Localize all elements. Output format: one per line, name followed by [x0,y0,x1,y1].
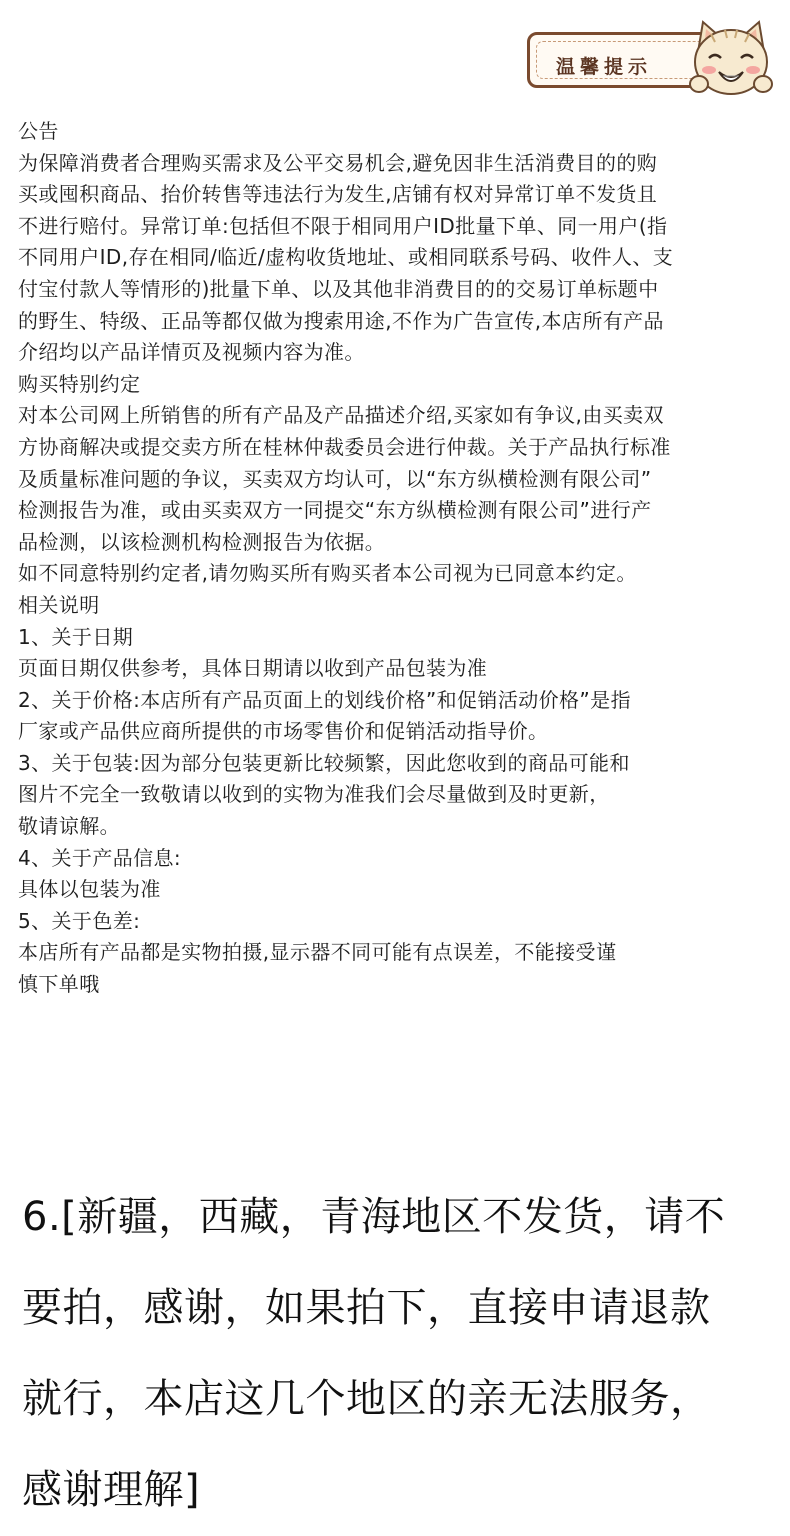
text-line: 厂家或产品供应商所提供的市场零售价和促销活动指导价。 [18,719,549,744]
text-line: 相关说明 [18,592,100,617]
text-line: 付宝付款人等情形的)批量下单、以及其他非消费目的的交易订单标题中 [18,276,659,301]
text-line: 敬请谅解。 [18,814,120,839]
badge-label: 温馨提示 [556,56,653,78]
text-line: 为保障消费者合理购买需求及公平交易机会,避免因非生活消费目的的购 [18,150,658,175]
text-line: 对本公司网上所销售的所有产品及产品描述介绍,买家如有争议,由买卖双 [18,403,664,428]
text-line: 5、关于色差: [18,908,141,933]
shipping-notice [22,1172,782,1536]
text-line: 买或囤积商品、抬价转售等违法行为发生,店铺有权对异常订单不发货且 [18,182,658,207]
text-line: 方协商解决或提交卖方所在桂林仲裁委员会进行仲裁。关于产品执行标准 [18,434,671,459]
text-line: 3、关于包装:因为部分包装更新比较频繁，因此您收到的商品可能和 [18,750,630,775]
text-line: 不同用户ID,存在相同/临近/虚构收货地址、或相同联系号码、收件人、支 [18,245,674,270]
text-line: 及质量标准问题的争议，买卖双方均认可，以“东方纵横检测有限公司” [18,466,652,491]
text-line: 不进行赔付。异常订单:包括但不限于相同用户ID批量下单、同一用户(指 [18,213,668,238]
notice-line: 就行，本店这几个地区的亲无法服务， [22,1376,711,1422]
notice-line: 要拍，感谢，如果拍下，直接申请退款 [22,1285,711,1331]
text-line: 具体以包装为准 [18,877,161,902]
warm-tip-badge [527,28,773,92]
cat-mascot-icon [685,16,777,108]
text-line: 的野生、特级、正品等都仅做为搜索用途,不作为广告宣传,本店所有产品 [18,308,664,333]
announcement-text [18,116,784,1001]
text-line: 页面日期仅供参考，具体日期请以收到产品包装为准 [18,656,488,681]
text-line: 2、关于价格:本店所有产品页面上的划线价格”和促销活动价格”是指 [18,687,631,712]
text-line: 慎下单哦 [18,972,100,997]
text-line: 本店所有产品都是实物拍摄,显示器不同可能有点误差，不能接受谨 [18,940,617,965]
notice-line: 感谢理解] [22,1467,201,1513]
text-line: 检测报告为准，或由买卖双方一同提交“东方纵横检测有限公司”进行产 [18,498,652,523]
text-line: 图片不完全一致敬请以收到的实物为准我们会尽量做到及时更新， [18,782,610,807]
text-line: 4、关于产品信息: [18,845,182,870]
text-line: 公告 [18,119,59,143]
text-line: 如不同意特别约定者,请勿购买所有购买者本公司视为已同意本约定。 [18,561,637,586]
notice-line: 6.[新疆，西藏，青海地区不发货，请不 [22,1194,726,1240]
text-line: 购买特别约定 [18,371,141,396]
text-line: 1、关于日期 [18,624,134,649]
text-line: 品检测，以该检测机构检测报告为依据。 [18,529,386,554]
text-line: 介绍均以产品详情页及视频内容为准。 [18,340,365,365]
